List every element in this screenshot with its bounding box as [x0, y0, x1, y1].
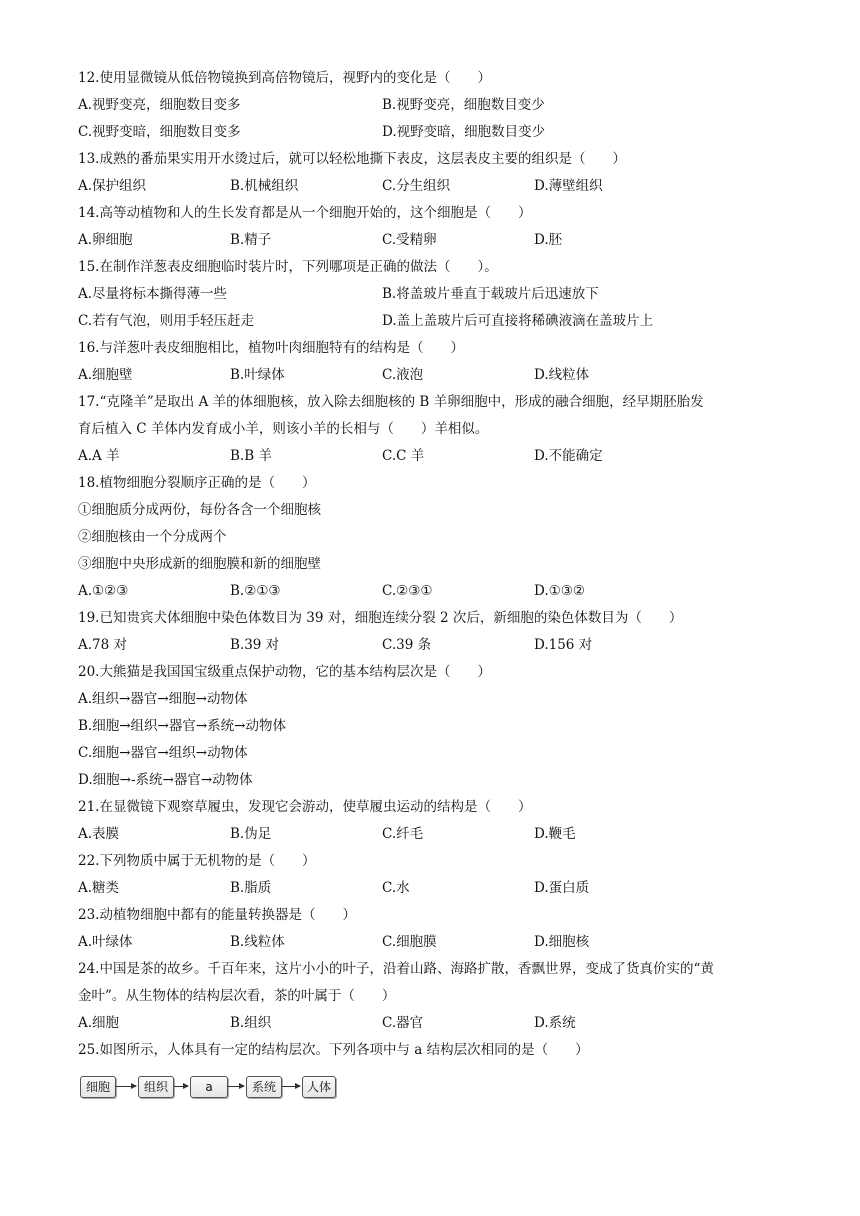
- diagram-box-tissue: 组织: [138, 1076, 174, 1098]
- question-20-stem: 20.大熊猫是我国国宝级重点保护动物，它的基本结构层次是（ ）: [78, 664, 491, 680]
- question-24-option-a: A.细胞: [78, 1015, 120, 1031]
- question-18-option-c: C.②③①: [382, 583, 433, 599]
- question-22-stem: 22.下列物质中属于无机物的是（ ）: [78, 853, 316, 869]
- diagram-arrow-1: [116, 1086, 136, 1087]
- question-17-option-b: B.B 羊: [230, 448, 272, 464]
- question-20-option-a: A.组织→器官→细胞→动物体: [78, 691, 248, 707]
- question-24-option-d: D.系统: [534, 1015, 576, 1031]
- question-15-option-a: A.尽量将标本撕得薄一些: [78, 286, 228, 302]
- question-23-option-a: A.叶绿体: [78, 934, 133, 950]
- question-14-option-d: D.胚: [534, 232, 563, 248]
- question-13-option-c: C.分生组织: [382, 178, 451, 194]
- question-19-option-c: C.39 条: [382, 637, 432, 653]
- question-17-option-a: A.A 羊: [78, 448, 120, 464]
- question-21-option-b: B.伪足: [230, 826, 272, 842]
- question-21-option-a: A.表膜: [78, 826, 120, 842]
- question-18-option-a: A.①②③: [78, 583, 129, 599]
- question-17-stem: 17.“克隆羊”是取出 A 羊的体细胞核，放入除去细胞核的 B 羊卵细胞中，形成的融合细胞，经早期胚胎发: [78, 394, 704, 410]
- question-22-option-b: B.脂质: [230, 880, 272, 896]
- question-23-option-d: D.细胞核: [534, 934, 590, 950]
- question-13-option-d: D.薄壁组织: [534, 178, 603, 194]
- structure-level-diagram: [80, 1076, 340, 1100]
- diagram-box-human: 人体: [302, 1076, 336, 1098]
- question-15-stem: 15.在制作洋葱表皮细胞临时装片时，下列哪项是正确的做法（ ）。: [78, 259, 498, 275]
- question-24-stem-cont: 金叶”。从生物体的结构层次看，茶的叶属于（ ）: [78, 988, 396, 1004]
- question-21-option-d: D.鞭毛: [534, 826, 576, 842]
- diagram-box-cell: 细胞: [80, 1076, 116, 1098]
- question-21-option-c: C.纤毛: [382, 826, 424, 842]
- diagram-arrow-2: [174, 1086, 188, 1087]
- question-24-option-b: B.组织: [230, 1015, 272, 1031]
- question-18-option-b: B.②①③: [230, 583, 281, 599]
- question-16-option-c: C.液泡: [382, 367, 424, 383]
- question-24-stem: 24.中国是茶的故乡。千百年来，这片小小的叶子，沿着山路、海路扩散，香飘世界，变成了货真价实的“黄: [78, 961, 714, 977]
- question-16-option-a: A.细胞壁: [78, 367, 133, 383]
- question-13-stem: 13.成熟的番茄果实用开水烫过后，就可以轻松地撕下表皮，这层表皮主要的组织是（ ）: [78, 151, 626, 167]
- question-21-stem: 21.在显微镜下观察草履虫，发现它会游动，使草履虫运动的结构是（ ）: [78, 799, 532, 815]
- question-12-option-a: A.视野变亮，细胞数目变多: [78, 97, 241, 113]
- question-17-stem-cont: 育后植入 C 羊体内发育成小羊，则该小羊的长相与（ ）羊相似。: [78, 421, 489, 437]
- question-17-option-d: D.不能确定: [534, 448, 603, 464]
- question-22-option-a: A.糖类: [78, 880, 120, 896]
- question-18-item-3: ③细胞中央形成新的细胞膜和新的细胞壁: [78, 556, 321, 572]
- question-16-option-d: D.线粒体: [534, 367, 590, 383]
- question-19-option-b: B.39 对: [230, 637, 280, 653]
- question-16-stem: 16.与洋葱叶表皮细胞相比，植物叶肉细胞特有的结构是（ ）: [78, 340, 464, 356]
- question-20-option-b: B.细胞→组织→器官→系统→动物体: [78, 718, 286, 734]
- question-22-option-d: D.蛋白质: [534, 880, 590, 896]
- question-19-option-a: A.78 对: [78, 637, 128, 653]
- question-15-option-d: D.盖上盖玻片后可直接将稀碘液滴在盖玻片上: [382, 313, 654, 329]
- question-12-stem: 12.使用显微镜从低倍物镜换到高倍物镜后，视野内的变化是（ ）: [78, 70, 491, 86]
- question-12-option-d: D.视野变暗，细胞数目变少: [382, 124, 546, 140]
- question-12-option-b: B.视野变亮，细胞数目变少: [382, 97, 545, 113]
- diagram-arrow-4: [282, 1086, 300, 1087]
- diagram-box-a: a: [190, 1076, 228, 1098]
- question-15-option-b: B.将盖玻片垂直于载玻片后迅速放下: [382, 286, 599, 302]
- question-15-option-c: C.若有气泡，则用手轻压赶走: [78, 313, 255, 329]
- question-14-stem: 14.高等动植物和人的生长发育都是从一个细胞开始的，这个细胞是（ ）: [78, 205, 532, 221]
- question-14-option-a: A.卵细胞: [78, 232, 133, 248]
- diagram-box-system: 系统: [246, 1076, 282, 1098]
- question-19-stem: 19.已知贵宾犬体细胞中染色体数目为 39 对，细胞连续分裂 2 次后，新细胞的染色体数目为（ ）: [78, 610, 683, 626]
- question-18-item-1: ①细胞质分成两份，每份各含一个细胞核: [78, 502, 321, 518]
- question-22-option-c: C.水: [382, 880, 410, 896]
- question-14-option-c: C.受精卵: [382, 232, 437, 248]
- question-23-stem: 23.动植物细胞中都有的能量转换器是（ ）: [78, 907, 356, 923]
- question-20-option-d: D.细胞→-系统→器官→动物体: [78, 772, 253, 788]
- question-18-stem: 18.植物细胞分裂顺序正确的是（ ）: [78, 475, 316, 491]
- question-18-option-d: D.①③②: [534, 583, 585, 599]
- diagram-arrow-3: [228, 1086, 244, 1087]
- question-25-stem: 25.如图所示，人体具有一定的结构层次。下列各项中与 a 结构层次相同的是（ ）: [78, 1042, 589, 1058]
- question-24-option-c: C.器官: [382, 1015, 424, 1031]
- question-18-item-2: ②细胞核由一个分成两个: [78, 529, 227, 545]
- question-12-option-c: C.视野变暗，细胞数目变多: [78, 124, 241, 140]
- question-23-option-c: C.细胞膜: [382, 934, 437, 950]
- question-14-option-b: B.精子: [230, 232, 272, 248]
- question-13-option-a: A.保护组织: [78, 178, 147, 194]
- question-19-option-d: D.156 对: [534, 637, 593, 653]
- question-20-option-c: C.细胞→器官→组织→动物体: [78, 745, 248, 761]
- question-23-option-b: B.线粒体: [230, 934, 285, 950]
- question-16-option-b: B.叶绿体: [230, 367, 285, 383]
- question-13-option-b: B.机械组织: [230, 178, 299, 194]
- question-17-option-c: C.C 羊: [382, 448, 425, 464]
